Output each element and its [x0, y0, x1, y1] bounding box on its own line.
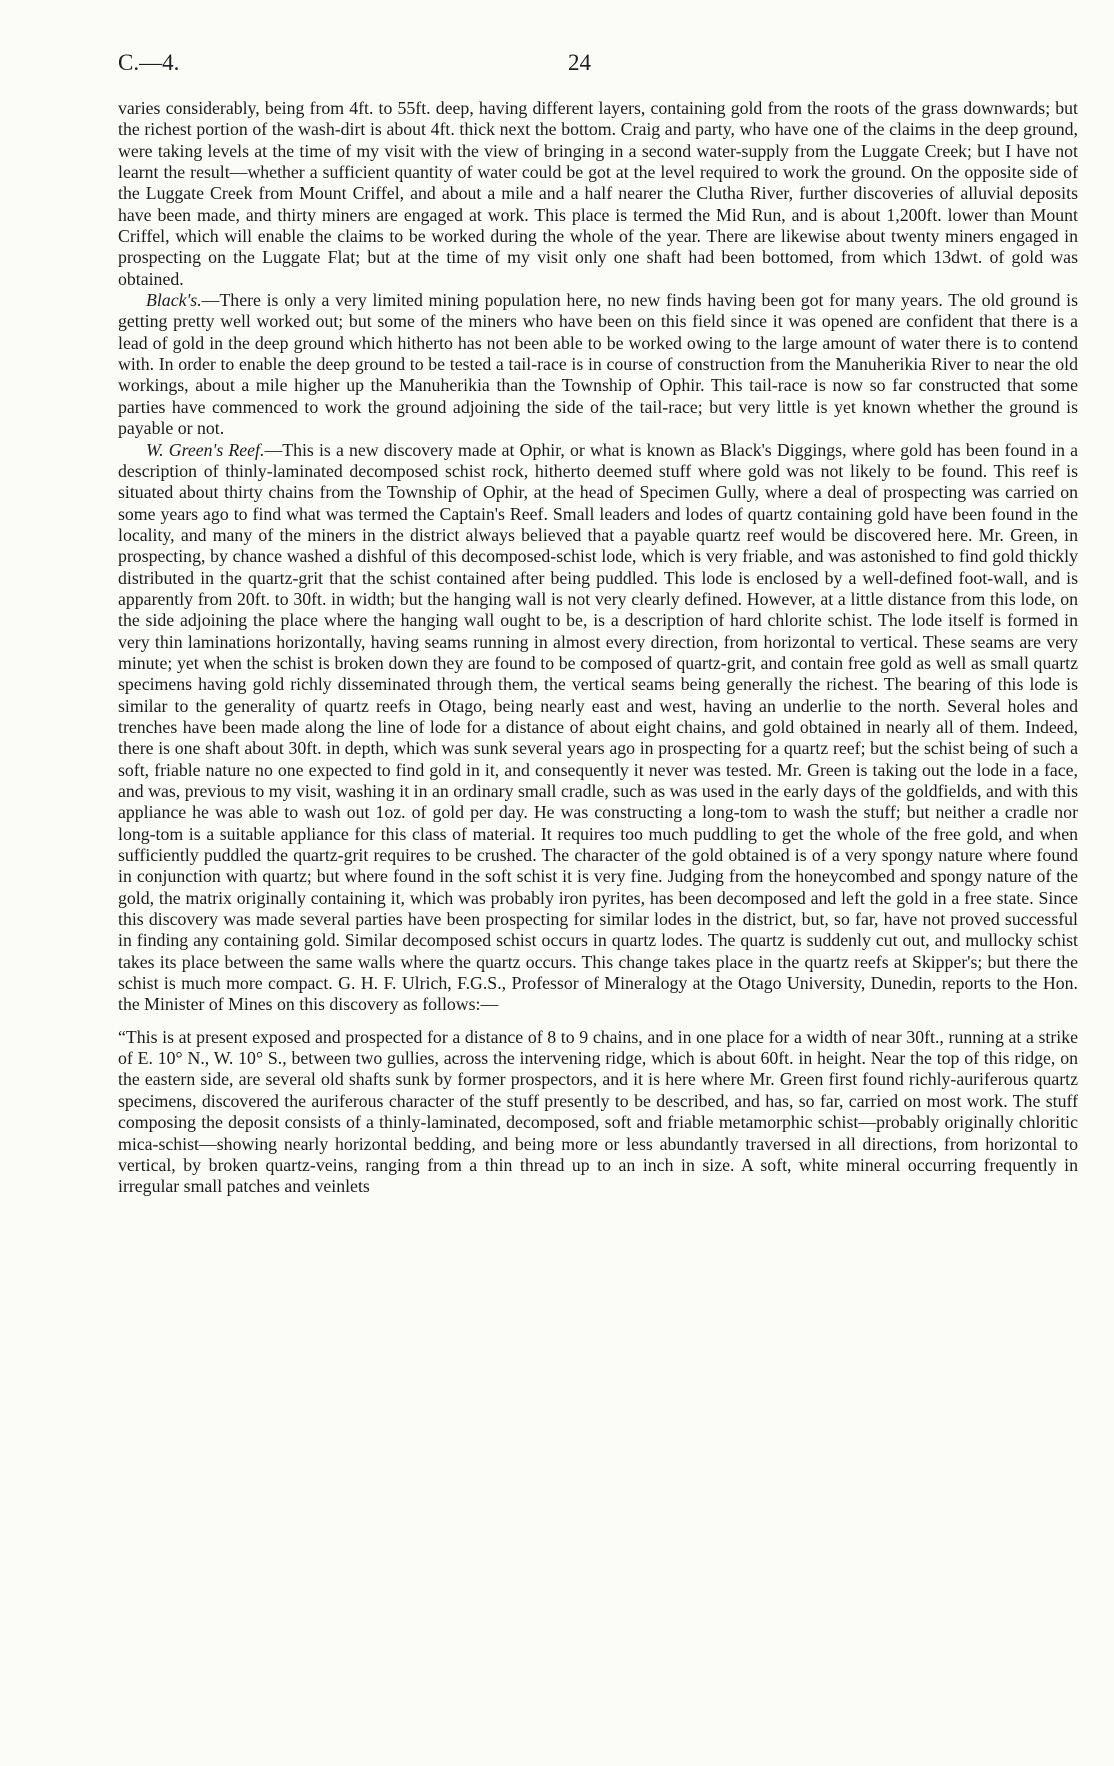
paragraph-luggate	[118, 98, 1078, 290]
paragraph-text: varies considerably, being from 4ft. to 55ft. deep, having different layers, containing gold from the roots of the grass downwards; but the richest portion of the wash-dirt is about 4ft. thick next the bottom. Craig and party, who have one of the claims in the deep ground, were taking levels at the time of my visit with the view of bringing in a second water-supply from the Luggate Creek; but I have not learnt the result—whether a sufficient quantity of water could be got at the level required to work the ground. On the opposite side of the Luggate Creek from Mount Criffel, and about a mile and a half nearer the Clutha River, further discoveries of alluvial deposits have been made, and thirty miners are engaged at work. This place is termed the Mid Run, and is about 1,200ft. lower than Mount Criffel, which will enable the claims to be worked during the whole of the year. There are likewise about twenty miners engaged in prospecting on the Luggate Flat; but at the time of my visit only one shaft had been bottomed, from which 13dwt. of gold was obtained.	[118, 98, 1078, 289]
page-header	[118, 50, 1078, 80]
paragraph-text: —This is a new discovery made at Ophir, or what is known as Black's Diggings, where gold has been found in a description of thinly-laminated decomposed schist rock, hitherto deemed stuff where gold was not likely to be found. This reef is situated about thirty chains from the Township of Ophir, at the head of Specimen Gully, where a deal of prospecting was carried on some years ago to find what was termed the Captain's Reef. Small leaders and lodes of quartz containing gold have been found in the locality, and many of the miners in the district always believed that a payable quartz reef would be discovered here. Mr. Green, in prospecting, by chance washed a dishful of this decomposed-schist lode, which is very friable, and was astonished to find gold thickly distributed in the quartz-grit that the schist contained after being puddled. This lode is enclosed by a well-defined foot-wall, and is apparently from 20ft. to 30ft. in width; but the hanging wall is not very clearly defined. However, at a little distance from this lode, on the side adjoining the place where the hanging wall ought to be, is a description of hard chlorite schist. The lode itself is formed in very thin laminations horizontally, having seams running in almost every direction, from horizontal to vertical. These seams are very minute; yet when the schist is broken down they are found to be composed of quartz-grit, and contain free gold as well as small quartz specimens having gold richly disseminated through them, the vertical seams being generally the richest. The bearing of this lode is similar to the generality of quartz reefs in Otago, being nearly east and west, having an underlie to the north. Several holes and trenches have been made along the line of lode for a distance of about eight chains, and gold obtained in nearly all of them. Indeed, there is one shaft about 30ft. in depth, which was sunk several years ago in prospecting for a quartz reef; but the schist being of such a soft, friable nature no one expected to find gold in it, and consequently it never was tested. Mr. Green is taking out the lode in a face, and was, previous to my visit, washing it in an ordinary small cradle, such as was used in the early days of the goldfields, and with this appliance he was able to wash out 1oz. of gold per day. He was constructing a long-tom to wash the stuff; but neither a cradle nor long-tom is a suitable appliance for this class of material. It requires too much puddling to get the whole of the free gold, and when sufficiently puddled the quartz-grit requires to be crushed. The character of the gold obtained is of a very spongy nature where found in conjunction with quartz; but where found in the soft schist it is very fine. Judging from the honeycombed and spongy nature of the gold, the matrix originally containing it, which was probably iron pyrites, has been decomposed and left the gold in a free state. Since this discovery was made several parties have been prospecting for similar lodes in the district, but, so far, have not proved successful in finding any containing gold. Similar decomposed schist occurs in quartz lodes. The quartz is suddenly cut out, and mullocky schist takes its place between the same walls where the quartz occurs. This change takes place in the quartz reefs at Skipper's; but there the schist is much more compact. G. H. F. Ulrich, F.G.S., Professor of Mineralogy at the Otago University, Dunedin, reports to the Hon. the Minister of Mines on this discovery as follows:—	[118, 439, 1079, 1015]
page-number: 24	[568, 50, 591, 75]
section-heading-blacks: Black's.	[146, 290, 202, 311]
paragraph-blacks	[118, 290, 1078, 439]
paragraph-text: —There is only a very limited mining population here, no new finds having been got for many years. The old ground is getting pretty well worked out; but some of the miners who have been on this field since it was opened are confident that there is a lead of gold in the deep ground which hitherto has not been able to be worked owing to the large amount of water there is to contend with. In order to enable the deep ground to be tested a tail-race is in course of construction from the Manuherikia River to near the old workings, about a mile higher up the Manuherikia than the Township of Ophir. This tail-race is now so far constructed that some parties have commenced to work the ground adjoining the side of the tail-race; but very little is yet known whether the ground is payable or not.	[118, 290, 1078, 439]
paragraph-greens-reef	[118, 440, 1078, 1016]
document-body	[118, 98, 1078, 1198]
document-reference: C.—4.	[118, 50, 180, 75]
quoted-report: “This is at present exposed and prospected for a distance of 8 to 9 chains, and in one place for a width of near 30ft., running at a strike of E. 10° N., W. 10° S., between two gullies, across the intervening ridge, which is about 60ft. in height. Near the top of this ridge, on the eastern side, are several old shafts sunk by former prospectors, and it is here where Mr. Green first found richly-auriferous quartz specimens, discovered the auriferous character of the stuff presently to be described, and has, so far, carried on most work. The stuff composing the deposit consists of a thinly-laminated, decomposed, soft and friable metamorphic schist—probably originally chloritic mica-schist—showing nearly horizontal bedding, and being more or less abundantly traversed in all directions, from horizontal to vertical, by broken quartz-veins, ranging from a thin thread up to an inch in size. A soft, white mineral occurring frequently in irregular small patches and veinlets	[118, 1026, 1078, 1197]
section-heading-greens-reef: W. Green's Reef.	[146, 439, 265, 460]
